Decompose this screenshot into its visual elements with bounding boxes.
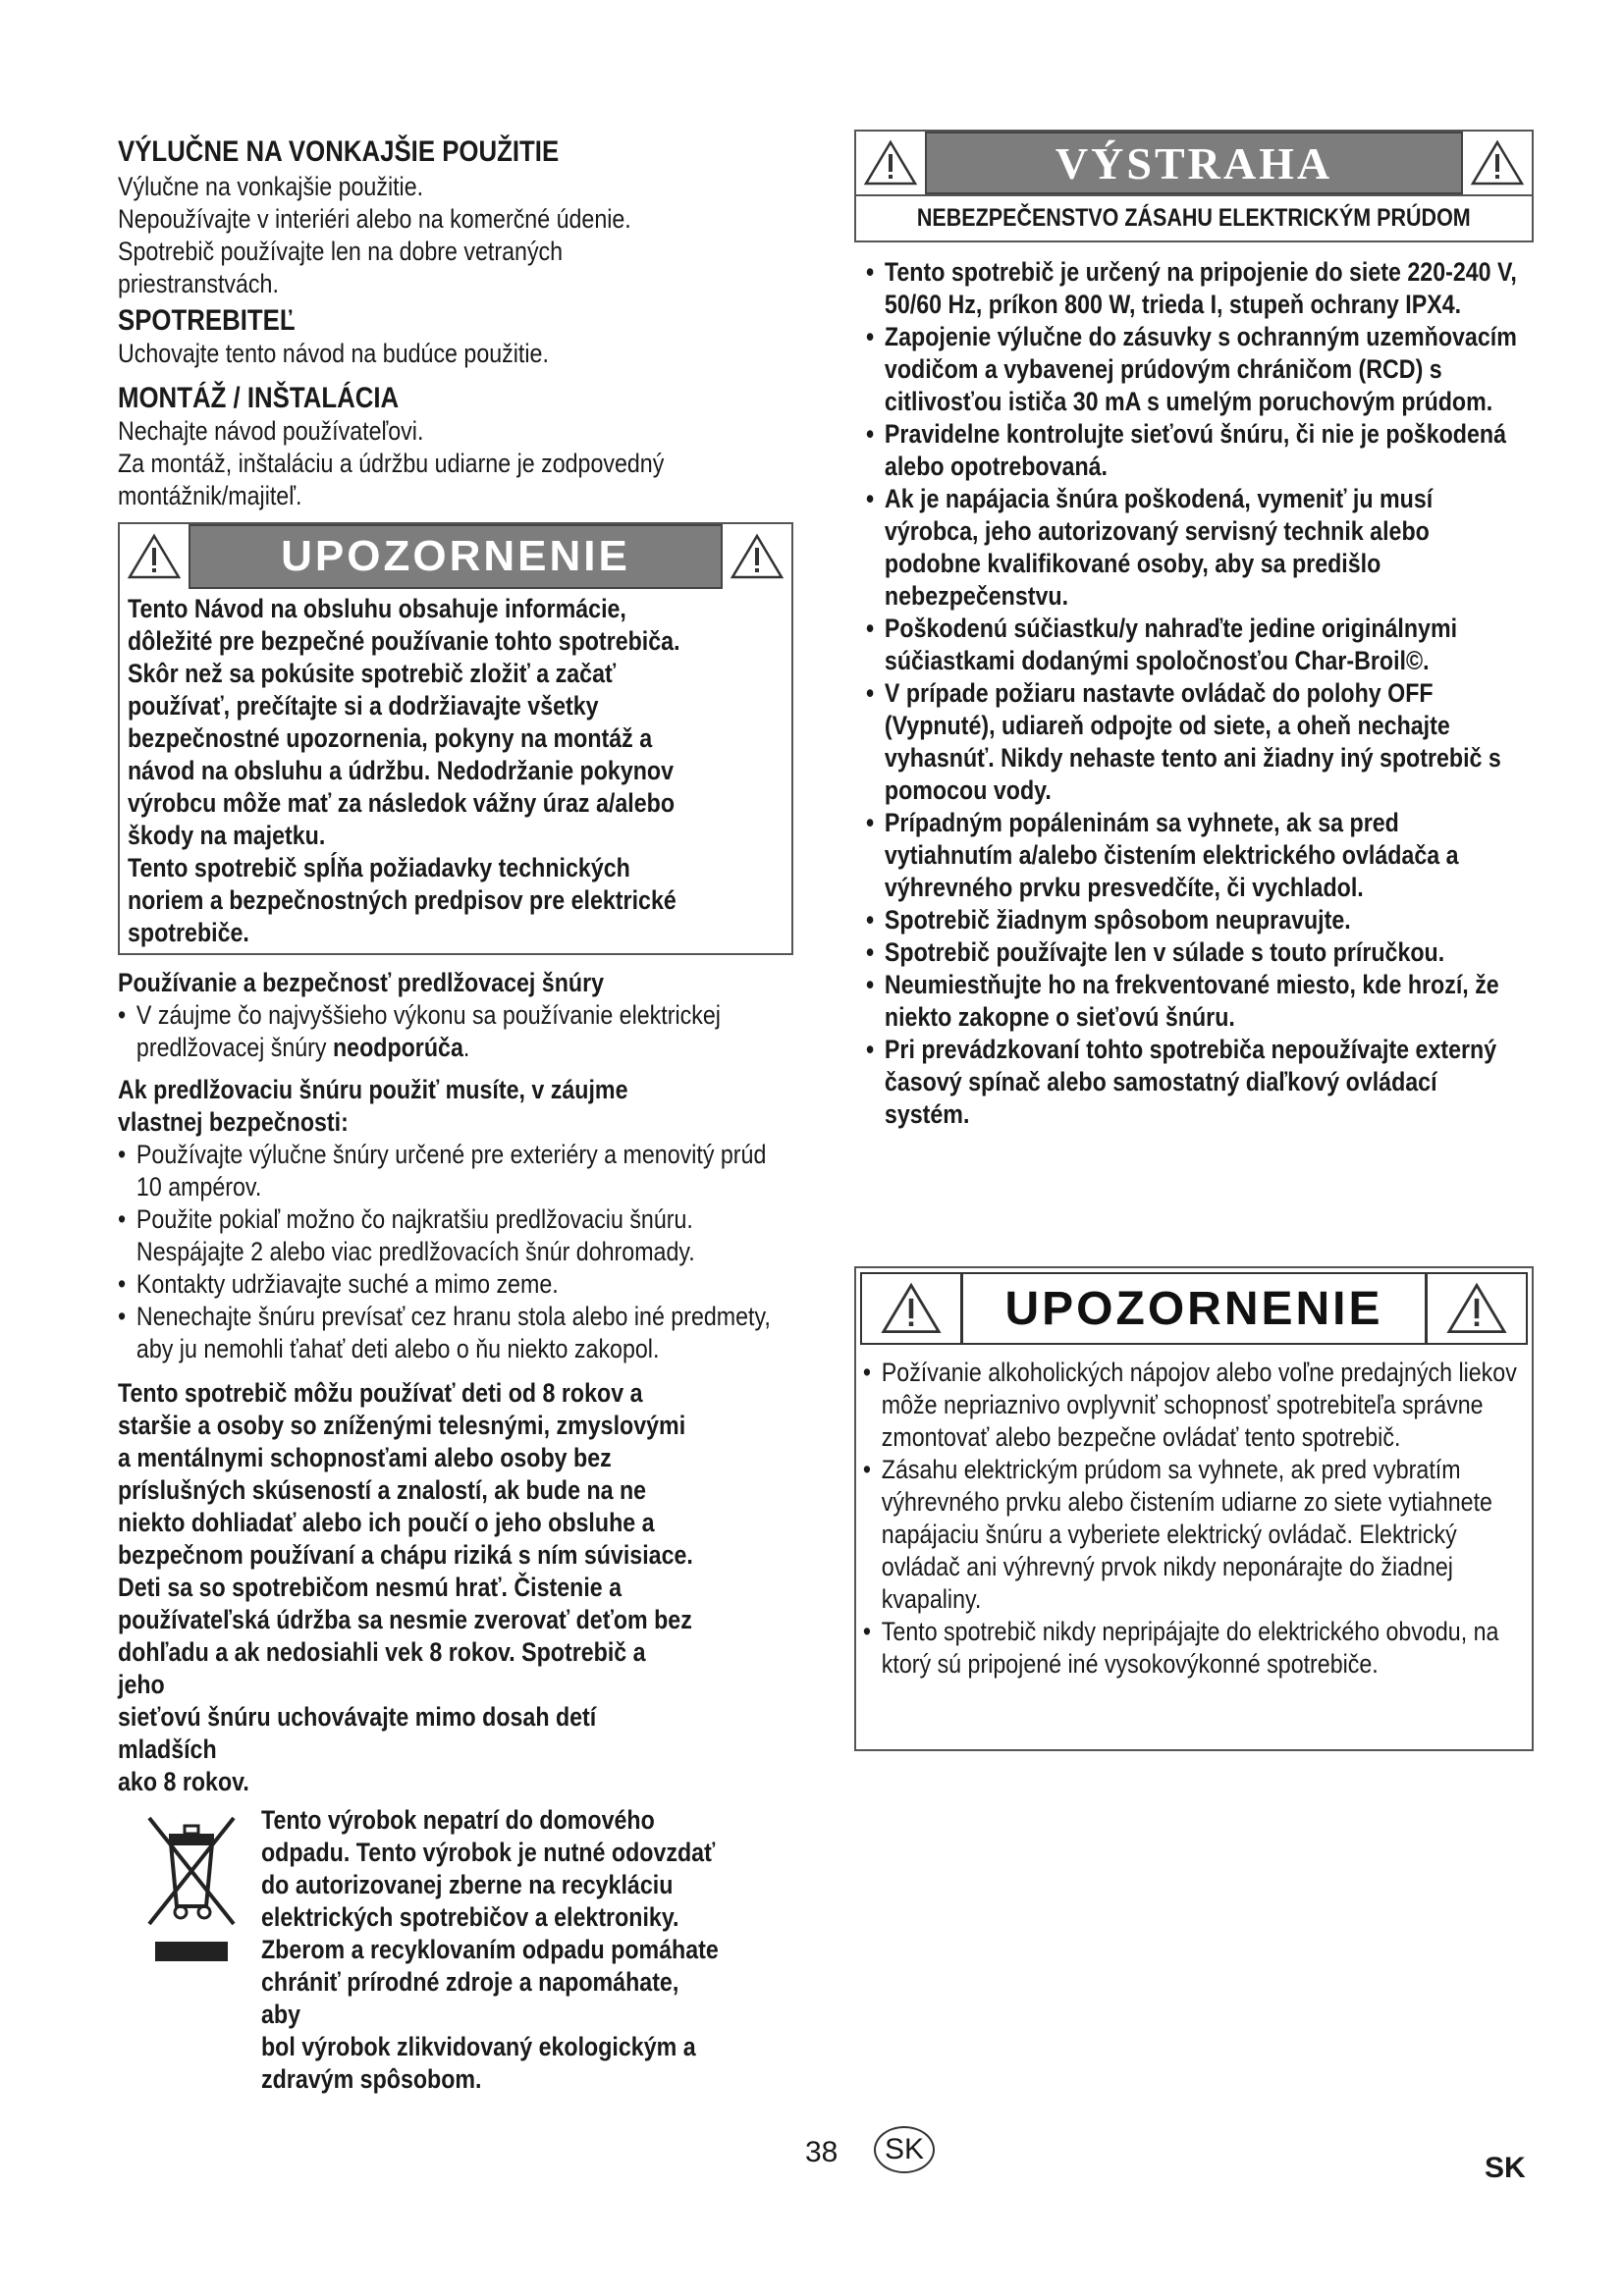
caution-banner-2 xyxy=(860,1272,1528,1345)
list-item: • Spotrebič žiadnym spôsobom neupravujte. xyxy=(866,904,1525,936)
list-item: • Tento spotrebič nikdy nepripájajte do elektrického obvodu, na ktorý sú pripojené iné vysokovýkonné spotrebiče. xyxy=(863,1616,1530,1681)
extension-cord-list xyxy=(118,1139,791,1365)
language-badge: SK xyxy=(874,2126,935,2173)
warning-triangle-icon xyxy=(881,1282,942,1335)
section-heading-installation: MONTÁŽ / INŠTALÁCIA xyxy=(118,382,400,414)
list-item: • Prípadným popáleninám sa vyhnete, ak sa pred vytiahnutím a/alebo čistením elektrického ovládača a výhrevného prvku presvedčíte, či vychladol. xyxy=(866,807,1525,904)
consumer-text: Uchovajte tento návod na budúce použitie. xyxy=(118,339,549,368)
list-item: • Ak je napájacia šnúra poškodená, vymeniť ju musí výrobca, jeho autorizovaný servisný technik alebo podobne kvalifikované osoby, aby sa predišlo nebezpečenstvu. xyxy=(866,483,1525,613)
section-heading-outdoor: VÝLUČNE NA VONKAJŠIE POUŽITIE xyxy=(118,135,560,168)
list-item: • Zapojenie výlučne do zásuvky s ochranným uzemňovacím vodičom a vybavenej prúdovým chráničom (RCD) s citlivosťou ističa 30 mA s umelým poruchovým prúdom. xyxy=(866,321,1525,418)
warning-triangle-icon xyxy=(128,533,181,580)
left-column xyxy=(118,135,793,2094)
caution-box-2 xyxy=(854,1266,1534,1751)
crossed-out-bin-icon xyxy=(147,1816,236,1973)
list-item: • Neumiestňujte ho na frekventované miesto, kde hrozí, že niekto zakopne o sieťovú šnúru. xyxy=(866,969,1525,1034)
installation-text: Nechajte návod používateľovi. Za montáž, inštaláciu a údržbu udiarne je zodpovedný montážnik/majiteľ. xyxy=(118,416,665,510)
caution-title: UPOZORNENIE xyxy=(189,524,723,589)
warning-triangle-icon xyxy=(731,533,784,580)
section-heading-consumer: SPOTREBITEĽ xyxy=(118,304,296,337)
outdoor-text: Výlučne na vonkajšie použitie. Nepoužívajte v interiéri alebo na komerčné údenie. Spotrebič používajte len na dobre vetraných priestranstvách. xyxy=(118,172,631,298)
caution-box xyxy=(118,522,793,955)
list-item: • Poškodenú súčiastku/y nahraďte jedine originálnymi súčiastkami dodanými spoločnosťou Char-Broil©. xyxy=(866,613,1525,677)
list-item: • Kontakty udržiavajte suché a mimo zeme. xyxy=(118,1268,791,1301)
language-code: SK xyxy=(1485,2152,1526,2184)
weee-text: Tento výrobok nepatrí do domového odpadu. Tento výrobok je nutné odovzdať do autorizovanej zberne na recykláciu elektrických spotrebičov a elektroniky. Zberom a recyklovaním odpadu pomáhate chrániť prírodné zdroje a napomáhate, aby bol výrobok zlikvidovaný ekologickým a zdravým spôsobom. xyxy=(261,1805,719,2094)
list-item: • Zásahu elektrickým prúdom sa vyhnete, ak pred vybratím výhrevného prvku alebo čistením udiarne zo siete vytiahnete napájaciu šnúru a vyberiete elektrický ovládač. Elektrický ovládač ani výhrevný prvok nikdy neponárajte do žiadnej kvapaliny. xyxy=(863,1454,1530,1616)
electrical-safety-list xyxy=(866,256,1525,1131)
weee-section xyxy=(118,1804,793,2094)
caution-list-2 xyxy=(856,1349,1530,1681)
list-item: • Pravidelne kontrolujte sieťovú šnúru, či nie je poškodená alebo opotrebovaná. xyxy=(866,418,1525,483)
extension-cord-subheading: Ak predlžovaciu šnúru použiť musíte, v záujme vlastnej bezpečnosti: xyxy=(118,1075,628,1137)
list-item: • Požívanie alkoholických nápojov alebo voľne predajných liekov môže nepriaznivo ovplyvniť schopnosť spotrebiteľa správne zmontovať alebo bezpečne ovládať tento spotrebič. xyxy=(863,1357,1530,1454)
caution-title-2: UPOZORNENIE xyxy=(960,1274,1428,1343)
list-item: • Použite pokiaľ možno čo najkratšiu predlžovaciu šnúru. Nespájajte 2 alebo viac predlžovacích šnúr dohromady. xyxy=(118,1203,791,1268)
list-item: • V prípade požiaru nastavte ovládač do polohy OFF (Vypnuté), udiareň odpojte od siete, a oheň nechajte vyhasnúť. Nikdy nehaste tento ani žiadny iný spotrebič s pomocou vody. xyxy=(866,677,1525,807)
warning-triangle-icon xyxy=(1446,1282,1507,1335)
list-item: • Používajte výlučne šnúry určené pre exteriéry a menovitý prúd 10 ampérov. xyxy=(118,1139,791,1203)
danger-box xyxy=(854,130,1534,242)
extension-cord-heading: Používanie a bezpečnosť predlžovacej šnúry xyxy=(118,968,605,997)
list-item: • Pri prevádzkovaní tohto spotrebiča nepoužívajte externý časový spínač alebo samostatný diaľkový ovládací systém. xyxy=(866,1034,1525,1131)
extension-cord-intro xyxy=(118,999,791,1064)
children-paragraph: Tento spotrebič môžu používať deti od 8 rokov a staršie a osoby so zníženými telesnými, zmyslovými a mentálnymi schopnosťami alebo osoby bez príslušných skúseností a znalostí, ak bude na ne niekto dohliadať alebo ich poučí o jeho obsluhe a bezpečnom používaní a chápu riziká s ním súvisiace. Deti sa so spotrebičom nesmú hrať. Čistenie a používateľská údržba sa nesmie zverovať deťom bez dohľadu a ak nedosiahli vek 8 rokov. Spotrebič a jeho sieťovú šnúru uchovávajte mimo dosah detí mladších ako 8 rokov. xyxy=(118,1378,693,1796)
warning-triangle-icon xyxy=(1471,139,1524,187)
danger-banner xyxy=(856,132,1532,194)
caution-banner xyxy=(120,524,791,589)
list-item: • Nenechajte šnúru prevísať cez hranu stola alebo iné predmety, aby ju nemohli ťahať deti alebo o ňu niekto zakopol. xyxy=(118,1301,791,1365)
list-item: • V záujme čo najvyššieho výkonu sa používanie elektrickej predlžovacej šnúry neodporúča. xyxy=(118,999,791,1064)
warning-triangle-icon xyxy=(864,139,917,187)
danger-title: VÝSTRAHA xyxy=(925,132,1463,194)
right-column xyxy=(854,130,1534,1679)
danger-subtitle: NEBEZPEČENSTVO ZÁSAHU ELEKTRICKÝM PRÚDOM xyxy=(917,204,1471,232)
list-item: • Spotrebič používajte len v súlade s touto príručkou. xyxy=(866,936,1525,969)
caution-text: Tento Návod na obsluhu obsahuje informácie, dôležité pre bezpečné používanie tohto spotrebiča. Skôr než sa pokúsite spotrebič zložiť a začať používať, prečítajte si a dodržiavajte všetky bezpečnostné upozornenia, pokyny na montáž a návod na obsluhu a údržbu. Nedodržanie pokynov výrobcu môže mať za následok vážny úraz a/alebo škody na majetku. Tento spotrebič spĺňa požiadavky technických noriem a bezpečnostných predpisov pre elektrické spotrebiče. xyxy=(128,594,680,947)
list-item: • Tento spotrebič je určený na pripojenie do siete 220-240 V, 50/60 Hz, príkon 800 W, trieda I, stupeň ochrany IPX4. xyxy=(866,256,1525,321)
page-number: 38 xyxy=(805,2136,839,2168)
